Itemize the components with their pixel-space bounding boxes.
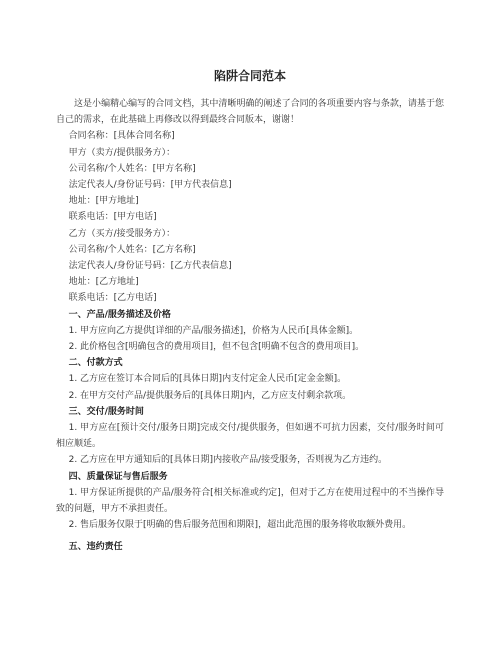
section-item: 1. 乙方应在签订本合同后的[具体日期]内支付定金人民币[定金金额]。 — [68, 374, 347, 385]
section-heading: 一、产品/服务描述及价格 — [68, 309, 171, 320]
party-b-phone: 联系电话：[乙方电话] — [68, 293, 157, 304]
section-item: 1. 甲方应向乙方提供[详细的产品/服务描述]，价格为人民币[具体金额]。 — [68, 325, 359, 336]
party-b-address: 地址：[乙方地址] — [68, 277, 139, 288]
section-item: 2. 此价格包含[明确包含的费用项目]，但不包含[明确不包含的费用项目]。 — [68, 342, 365, 353]
section-item: 2. 在甲方交付产品/提供服务后的[具体日期]内，乙方应支付剩余款项。 — [68, 390, 352, 401]
contract-name-line: 合同名称：[具体合同名称] — [68, 131, 175, 142]
party-a-phone: 联系电话：[甲方电话] — [68, 212, 157, 223]
section-heading: 二、付款方式 — [68, 358, 123, 369]
section-2 — [56, 355, 444, 404]
party-a-address: 地址：[甲方地址] — [68, 196, 139, 207]
parties-block — [56, 128, 444, 306]
section-item: 2. 售后服务仅限于[明确的售后服务范围和期限]，超出此范围的服务将收取额外费用。 — [68, 520, 412, 531]
section-item: 1. 甲方保证所提供的产品/服务符合[相关标准或约定]，但对于乙方在使用过程中的不当操作导致的问题，甲方不承担责任。 — [56, 487, 444, 515]
party-b-heading: 乙方（买方/接受服务方）： — [68, 228, 176, 239]
section-3 — [56, 404, 444, 469]
intro-paragraph: 这是小编精心编写的合同文档，其中清晰明确的阐述了合同的各项重要内容与条款，请基于您自己的需求，在此基础上再修改以得到最终合同版本，谢谢！ — [56, 99, 444, 126]
section-heading: 四、质量保证与售后服务 — [68, 471, 168, 482]
section-1 — [56, 307, 444, 356]
section-item: 2. 乙方应在甲方通知后的[具体日期]内接收产品/接受服务，否则视为乙方违约。 — [68, 455, 388, 466]
party-b-representative: 法定代表人/身份证号码：[乙方代表信息] — [68, 261, 232, 272]
party-b-name: 公司名称/个人姓名：[乙方名称] — [68, 244, 196, 255]
section-4 — [56, 469, 444, 534]
party-a-name: 公司名称/个人姓名：[甲方名称] — [68, 163, 196, 174]
party-a-heading: 甲方（卖方/提供服务方）： — [68, 147, 176, 158]
document-title: 陷阱合同范本 — [213, 69, 286, 83]
party-a-representative: 法定代表人/身份证号码：[甲方代表信息] — [68, 180, 232, 191]
section-item: 1. 甲方应在[预计交付/服务日期]完成交付/提供服务，但如遇不可抗力因素，交付/服务时间可相应顺延。 — [56, 423, 444, 450]
section-5-heading: 五、违约责任 — [68, 542, 123, 553]
section-heading: 三、交付/服务时间 — [68, 406, 144, 417]
